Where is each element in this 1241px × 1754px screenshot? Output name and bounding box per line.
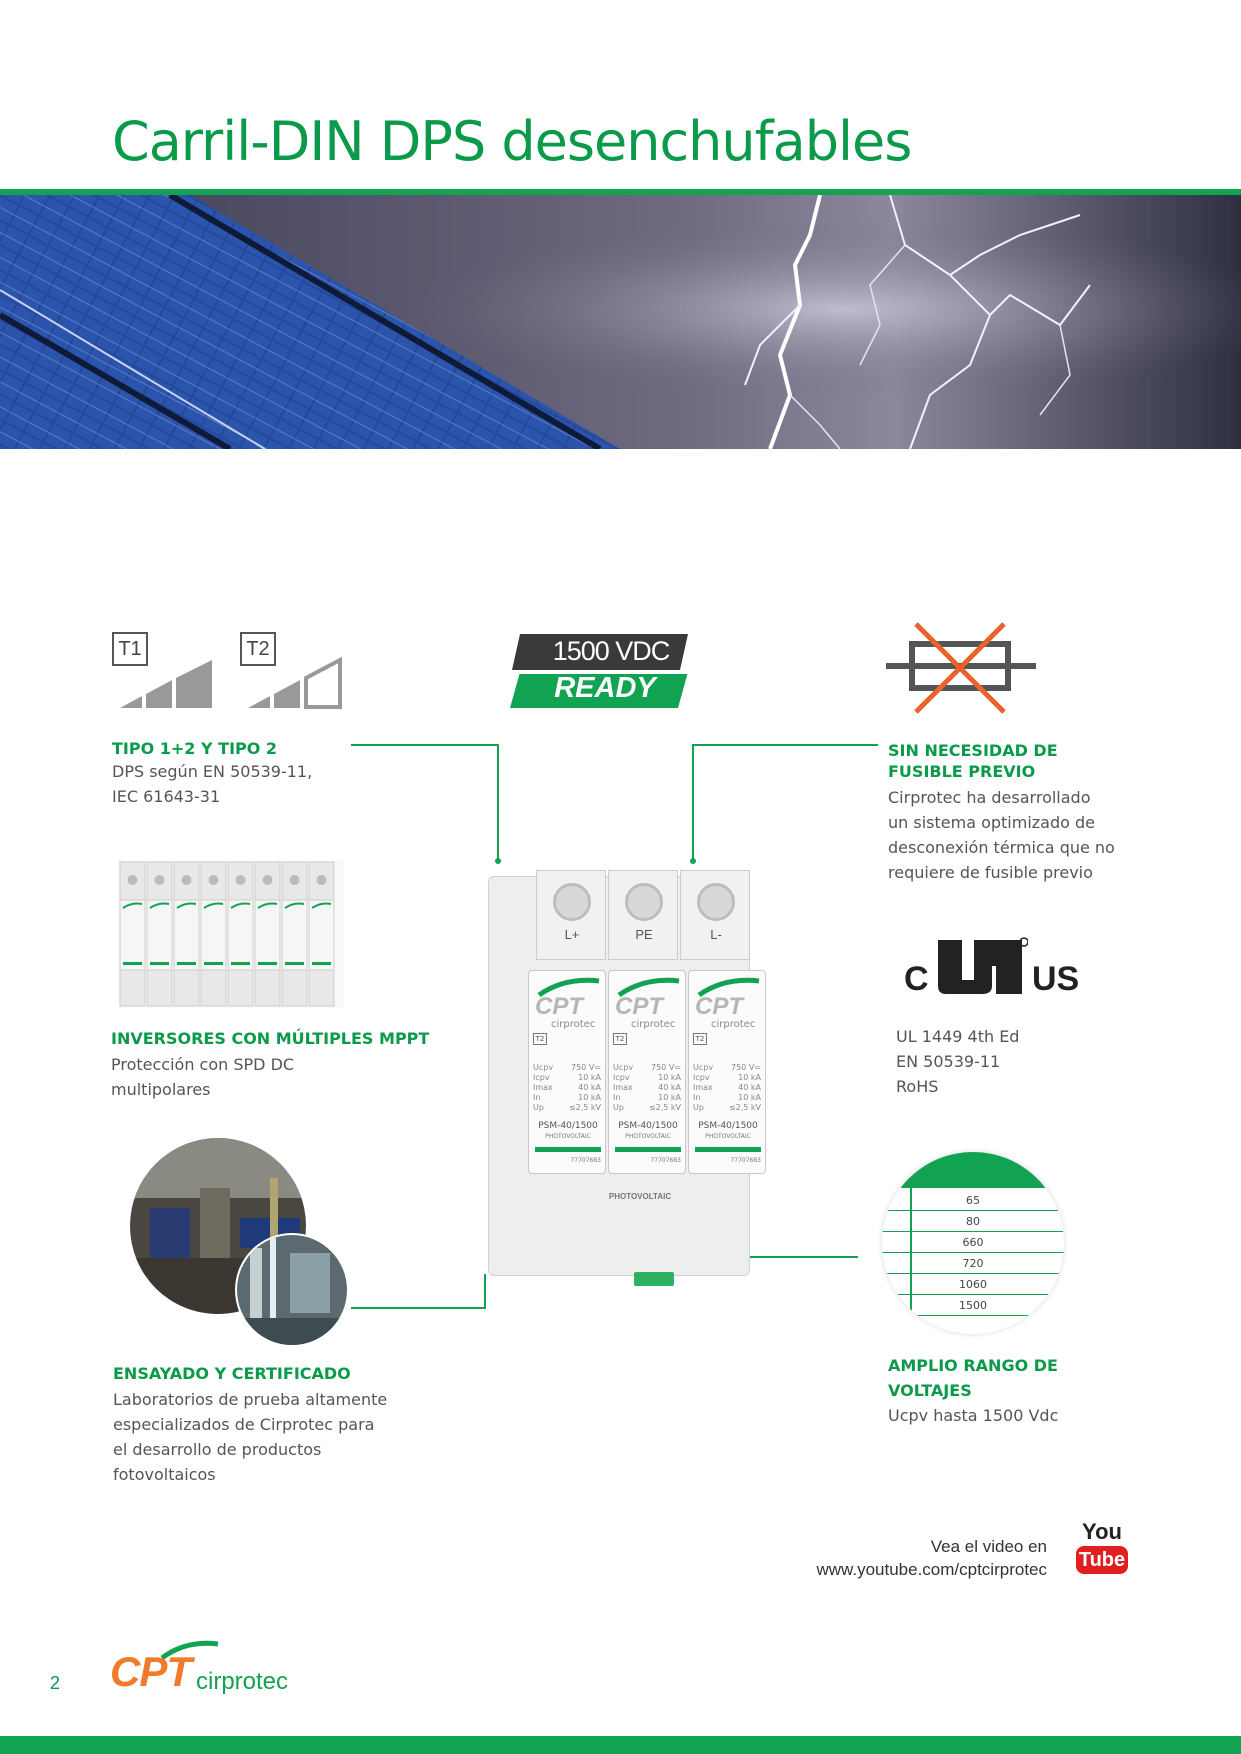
badge-top-text: 1500 VDC — [552, 636, 670, 666]
cert-line-3: RoHS — [896, 1077, 939, 1096]
feature-fusible-heading-2: FUSIBLE PREVIO — [888, 762, 1036, 781]
voltage-row: 660 — [882, 1232, 1064, 1253]
cpt-logo-text: CPT — [110, 1648, 191, 1695]
module-type: PHOTOVOLTAIC — [705, 1133, 751, 1140]
cirprotec-logo-text: cirprotec — [196, 1668, 289, 1695]
feature-fusible-line-1: Cirprotec ha desarrollado — [888, 788, 1091, 807]
module-spec-values: 750 V= 10 kA 40 kA 10 kA ≤2,5 kV — [648, 1063, 681, 1112]
module-code: 77707683 — [730, 1157, 761, 1164]
multipole-spd-drawing — [118, 860, 344, 1008]
connector-line — [484, 1274, 486, 1309]
din-clip — [634, 1272, 674, 1286]
connector-line — [351, 1307, 486, 1309]
module-code: 77707683 — [570, 1157, 601, 1164]
voltage-list — [882, 1190, 1064, 1316]
youtube-text — [816, 1535, 1047, 1581]
feature-rango — [888, 1353, 1148, 1428]
lab-photos — [130, 1138, 350, 1348]
module-brand: CPT — [695, 993, 743, 1020]
module-type: PHOTOVOLTAIC — [545, 1133, 591, 1140]
feature-rango-line-1: Ucpv hasta 1500 Vdc — [888, 1406, 1059, 1425]
feature-inversores — [111, 1028, 431, 1102]
multipole-spd-image — [118, 860, 344, 1008]
vdc-ready-badge — [510, 632, 690, 712]
module-spec-values: 750 V= 10 kA 40 kA 10 kA ≤2,5 kV — [568, 1063, 601, 1112]
connector-line — [692, 744, 694, 862]
module-model: PSM-40/1500 — [698, 1121, 758, 1131]
feature-fusible-line-4: requiere de fusible previo — [888, 863, 1093, 882]
module-t2: T2 — [533, 1033, 547, 1045]
spd-module — [608, 970, 686, 1174]
feature-inversores-heading: INVERSORES CON MÚLTIPLES MPPT — [111, 1029, 430, 1048]
module-t2: T2 — [613, 1033, 627, 1045]
ul-c-text: C — [904, 960, 929, 998]
feature-fusible — [888, 740, 1148, 885]
module-stripe — [695, 1147, 761, 1152]
feature-tipo-heading: TIPO 1+2 Y TIPO 2 — [112, 739, 278, 758]
module-spec-values: 750 V= 10 kA 40 kA 10 kA ≤2,5 kV — [728, 1063, 761, 1112]
spd-terminal-row — [536, 870, 748, 960]
terminal-label: PE — [635, 927, 653, 942]
module-spec-labels: Ucpv Icpv Imax In Up — [613, 1063, 634, 1112]
module-stripe — [615, 1147, 681, 1152]
terminal-label: L- — [710, 927, 722, 942]
ul-mark-icon — [932, 936, 1028, 998]
module-subbrand: cirprotec — [551, 1019, 596, 1030]
module-subbrand: cirprotec — [711, 1019, 756, 1030]
t1-level-icon — [120, 650, 230, 710]
t2-level-icon — [248, 650, 358, 710]
voltage-header-band — [882, 1152, 1064, 1188]
page-title: Carril-DIN DPS desenchufables — [112, 110, 912, 173]
terminal-label: L+ — [564, 927, 580, 942]
spd-terminal — [536, 870, 606, 960]
feature-ensayado-heading: ENSAYADO Y CERTIFICADO — [113, 1364, 351, 1383]
feature-certificaciones — [896, 1024, 1096, 1099]
connector-dot — [690, 858, 696, 864]
youtube-logo[interactable] — [1074, 1520, 1130, 1578]
page-number: 2 — [50, 1673, 61, 1693]
voltage-row: 1060 — [882, 1274, 1064, 1295]
lab-images — [130, 1138, 350, 1348]
youtube-logo-tube: Tube — [1076, 1546, 1128, 1574]
feature-fusible-line-3: desconexión térmica que no — [888, 838, 1115, 857]
solar-lightning-image — [0, 195, 1241, 449]
connector-line — [692, 744, 878, 746]
voltage-range-circle — [882, 1152, 1064, 1334]
module-brand: CPT — [535, 993, 583, 1020]
module-spec-labels: Ucpv Icpv Imax In Up — [693, 1063, 714, 1112]
screw-icon — [625, 883, 663, 921]
connector-dot — [495, 858, 501, 864]
ul-logo — [904, 934, 1080, 1004]
no-fuse-icon — [886, 620, 1036, 720]
screw-icon — [553, 883, 591, 921]
module-type: PHOTOVOLTAIC — [625, 1133, 671, 1140]
feature-inversores-line-1: Protección con SPD DC — [111, 1055, 295, 1074]
type-icons — [112, 632, 352, 712]
youtube-link[interactable]: www.youtube.com/cptcirprotec — [816, 1560, 1047, 1579]
voltage-row: 720 — [882, 1253, 1064, 1274]
footer-bar — [0, 1736, 1241, 1754]
feature-ensayado-line-4: fotovoltaicos — [113, 1465, 216, 1484]
badge-bottom-text: READY — [554, 672, 656, 704]
youtube-line-1: Vea el video en — [930, 1537, 1047, 1556]
hero-banner — [0, 195, 1241, 449]
feature-rango-heading-2: VOLTAJES — [888, 1381, 972, 1400]
feature-rango-heading-1: AMPLIO RANGO DE — [888, 1356, 1058, 1375]
feature-fusible-line-2: un sistema optimizado de — [888, 813, 1096, 832]
module-code: 77707683 — [650, 1157, 681, 1164]
base-label: PHOTOVOLTAIC — [608, 1192, 672, 1201]
feature-tipo-line-2: IEC 61643-31 — [112, 787, 221, 806]
module-t2: T2 — [693, 1033, 707, 1045]
feature-ensayado-line-2: especializados de Cirprotec para — [113, 1415, 375, 1434]
connector-line — [497, 744, 499, 862]
spd-terminal — [608, 870, 678, 960]
feature-ensayado — [113, 1363, 443, 1487]
t2-badge: T2 — [240, 632, 276, 666]
voltage-row: 80 — [882, 1211, 1064, 1232]
feature-tipo-line-1: DPS según EN 50539-11, — [112, 762, 313, 781]
connector-line — [351, 744, 498, 746]
feature-ensayado-line-1: Laboratorios de prueba altamente — [113, 1390, 388, 1409]
spd-terminal — [680, 870, 750, 960]
module-model: PSM-40/1500 — [538, 1121, 598, 1131]
module-spec-labels: Ucpv Icpv Imax In Up — [533, 1063, 554, 1112]
spd-product — [488, 866, 761, 1286]
feature-inversores-line-2: multipolares — [111, 1080, 211, 1099]
cert-line-1: UL 1449 4th Ed — [896, 1027, 1020, 1046]
module-brand: CPT — [615, 993, 663, 1020]
module-model: PSM-40/1500 — [618, 1121, 678, 1131]
feature-fusible-heading-1: SIN NECESIDAD DE — [888, 741, 1058, 760]
ul-us-text: US — [1032, 960, 1080, 998]
feature-tipo — [112, 738, 372, 809]
module-subbrand: cirprotec — [631, 1019, 676, 1030]
cert-line-2: EN 50539-11 — [896, 1052, 1001, 1071]
voltage-row: 1500 — [882, 1295, 1064, 1316]
voltage-row: 65 — [882, 1190, 1064, 1211]
module-stripe — [535, 1147, 601, 1152]
spd-module — [688, 970, 766, 1174]
spd-module — [528, 970, 606, 1174]
feature-ensayado-line-3: el desarrollo de productos — [113, 1440, 322, 1459]
t1-badge: T1 — [112, 632, 148, 666]
cpt-logo — [110, 1640, 300, 1700]
youtube-logo-you: You — [1082, 1519, 1122, 1544]
screw-icon — [697, 883, 735, 921]
